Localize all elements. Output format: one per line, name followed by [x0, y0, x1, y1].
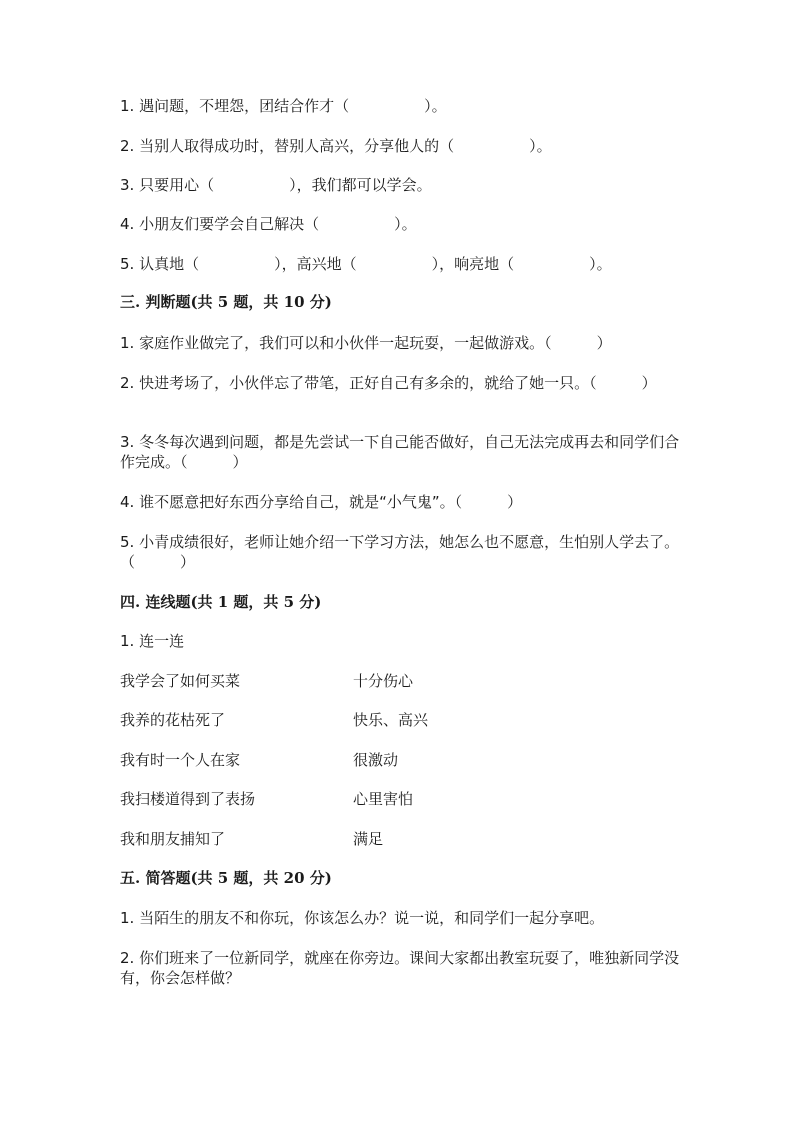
short-answer-item: 1. 当陌生的朋友不和你玩，你该怎么办？说一说，和同学们一起分享吧。 — [120, 909, 605, 927]
short-answer-item: 2. 你们班来了一位新同学，就座在你旁边。课间大家都出教室玩耍了，唯独新同学没有，你会怎样做？ — [120, 949, 680, 987]
match-left-item: 我扫楼道得到了表扬 — [120, 790, 256, 808]
match-left-item: 我养的花枯死了 — [120, 711, 226, 729]
match-right-item: 很激动 — [353, 751, 399, 769]
match-left-item: 我和朋友捕知了 — [120, 830, 226, 848]
section-title: 五. 简答题(共 5 题，共 20 分) — [120, 869, 332, 887]
judge-item: 5. 小青成绩很好，老师让她介绍一下学习方法，她怎么也不愿意，生怕别人学去了。（ ） — [120, 533, 680, 571]
fill-blank-item: 5. 认真地（ ），高兴地（ ），响亮地（ ）。 — [120, 255, 612, 273]
judge-item: 1. 家庭作业做完了，我们可以和小伙伴一起玩耍，一起做游戏。（ ） — [120, 334, 612, 352]
match-right-item: 快乐、高兴 — [353, 711, 429, 729]
judge-item: 4. 谁不愿意把好东西分享给自己，就是“小气鬼”。（ ） — [120, 493, 523, 511]
fill-blank-item: 3. 只要用心（ ），我们都可以学会。 — [120, 176, 432, 194]
judge-item: 2. 快进考场了，小伙伴忘了带笔，正好自己有多余的，就给了她一只。（ ） — [120, 374, 657, 392]
section-title: 四. 连线题(共 1 题，共 5 分) — [120, 593, 322, 611]
match-left-item: 我学会了如何买菜 — [120, 672, 241, 690]
match-right-item: 十分伤心 — [353, 672, 414, 690]
match-question: 1. 连一连 — [120, 632, 185, 650]
match-left-item: 我有时一个人在家 — [120, 751, 241, 769]
fill-blank-item: 2. 当别人取得成功时，替别人高兴，分享他人的（ ）。 — [120, 137, 552, 155]
fill-blank-item: 1. 遇问题，不埋怨，团结合作才（ ）。 — [120, 97, 447, 115]
match-right-item: 满足 — [353, 830, 384, 848]
section-title: 三. 判断题(共 5 题，共 10 分) — [120, 293, 332, 311]
judge-item: 3. 冬冬每次遇到问题，都是先尝试一下自己能否做好，自己无法完成再去和同学们合作完成。（ ） — [120, 433, 680, 471]
fill-blank-item: 4. 小朋友们要学会自己解决（ ）。 — [120, 215, 417, 233]
match-right-item: 心里害怕 — [353, 790, 414, 808]
